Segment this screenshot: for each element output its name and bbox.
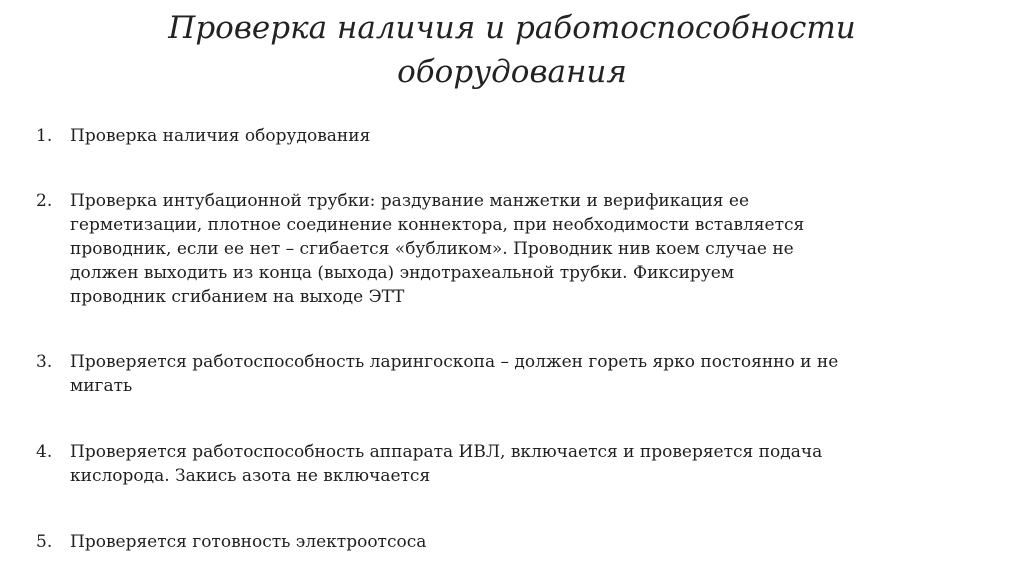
list-item-number: 1. (36, 126, 53, 146)
slide-title-line-1: Проверка наличия и работоспособности (168, 10, 856, 46)
list-item-text: Проверка интубационной трубки: раздувание манжетки и верификация ее герметизации, плотное соединение коннектора, при необходимости вставляется проводник, если ее нет – сгибается «бубликом». Проводник нив коем случае не должен выходить из конца (выхода) эндотрахеальной трубки. Фиксируем проводник сгибанием на выходе ЭТТ (70, 191, 805, 307)
list-item-text: Проверяется работоспособность аппарата ИВЛ, включается и проверяется подача кислорода. Закись азота не включается (70, 442, 823, 486)
list-item (36, 440, 996, 488)
list-item-number: 3. (36, 352, 53, 372)
list-item-text: Проверка наличия оборудования (70, 126, 371, 146)
list-item-number: 4. (36, 442, 53, 462)
list-item (36, 189, 996, 309)
list-item (36, 530, 996, 554)
list-item-number: 2. (36, 191, 53, 211)
slide-title (60, 6, 964, 94)
list-item (36, 350, 996, 398)
list-item-text: Проверяется работоспособность ларингоскопа – должен гореть ярко постоянно и не мигать (70, 352, 839, 396)
list-item-text: Проверяется готовность электроотсоса (70, 532, 427, 552)
list-item-number: 5. (36, 532, 53, 552)
slide-title-line-2: оборудования (397, 54, 627, 90)
list-item (36, 124, 996, 148)
